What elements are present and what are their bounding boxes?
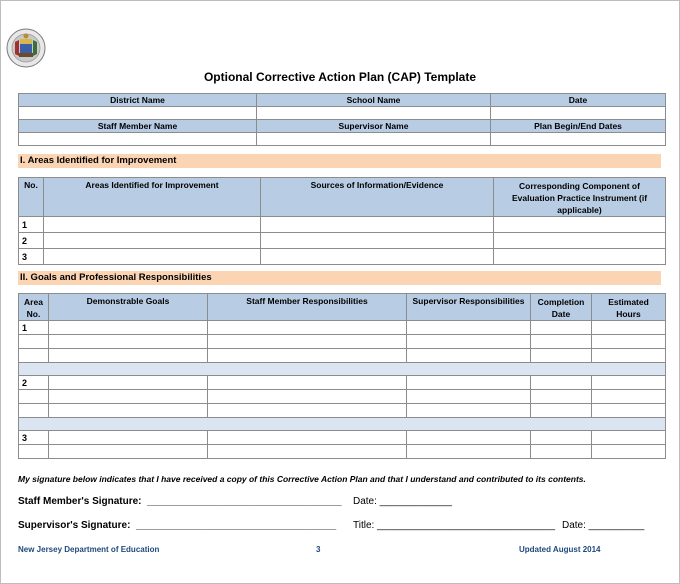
col-no-header: No. bbox=[19, 178, 44, 217]
col-sources-header: Sources of Information/Evidence bbox=[261, 178, 494, 217]
goal-field[interactable] bbox=[49, 390, 208, 404]
col-component-header: Corresponding Component of Evaluation Practice Instrument (if applicable) bbox=[494, 178, 666, 217]
col-supervisor-header: Supervisor Responsibilities bbox=[407, 294, 531, 321]
hours-field[interactable] bbox=[592, 321, 666, 335]
goal-field[interactable] bbox=[49, 321, 208, 335]
supervisor-resp-field[interactable] bbox=[407, 349, 531, 363]
staff-signature-line[interactable]: Staff Member's Signature: ___________________________________ bbox=[18, 496, 342, 507]
section2-heading: II. Goals and Professional Responsibilities bbox=[18, 271, 661, 285]
completion-field[interactable] bbox=[531, 349, 592, 363]
footer-right: Updated August 2014 bbox=[519, 545, 601, 554]
completion-field[interactable] bbox=[531, 431, 592, 445]
date-field[interactable] bbox=[491, 107, 666, 120]
footer-page-number: 3 bbox=[316, 545, 321, 554]
staff-date-line[interactable] bbox=[353, 496, 452, 507]
school-name-header: School Name bbox=[257, 94, 491, 107]
staff-resp-field[interactable] bbox=[208, 376, 407, 390]
supervisor-date-line[interactable] bbox=[562, 520, 644, 531]
hours-field[interactable] bbox=[592, 431, 666, 445]
supervisor-resp-field[interactable] bbox=[407, 321, 531, 335]
staff-member-name-field[interactable] bbox=[19, 133, 257, 146]
hours-field[interactable] bbox=[592, 349, 666, 363]
staff-member-name-header: Staff Member Name bbox=[19, 120, 257, 133]
area-row-number: 3 bbox=[19, 249, 44, 265]
component-field[interactable] bbox=[494, 217, 666, 233]
goal-area-number: 1 bbox=[19, 321, 49, 335]
supervisor-resp-field[interactable] bbox=[407, 404, 531, 418]
hours-field[interactable] bbox=[592, 404, 666, 418]
col-area-header: Area No. bbox=[19, 294, 49, 321]
area-field[interactable] bbox=[44, 249, 261, 265]
area-row-number: 1 bbox=[19, 217, 44, 233]
supervisor-resp-field[interactable] bbox=[407, 376, 531, 390]
area-row-number: 2 bbox=[19, 233, 44, 249]
sources-field[interactable] bbox=[261, 233, 494, 249]
area-field[interactable] bbox=[44, 217, 261, 233]
goal-field[interactable] bbox=[49, 376, 208, 390]
completion-field[interactable] bbox=[531, 321, 592, 335]
info-table bbox=[18, 93, 666, 146]
component-field[interactable] bbox=[494, 233, 666, 249]
supervisor-resp-field[interactable] bbox=[407, 431, 531, 445]
completion-field[interactable] bbox=[531, 445, 592, 459]
supervisor-title-label: Title: ________________________________ bbox=[353, 520, 556, 531]
staff-date-label: Date: _____________ bbox=[353, 496, 452, 507]
hours-field[interactable] bbox=[592, 445, 666, 459]
component-field[interactable] bbox=[494, 249, 666, 265]
col-staff-header: Staff Member Responsibilities bbox=[208, 294, 407, 321]
staff-resp-field[interactable] bbox=[208, 349, 407, 363]
goal-field[interactable] bbox=[49, 445, 208, 459]
supervisor-name-header: Supervisor Name bbox=[257, 120, 491, 133]
staff-resp-field[interactable] bbox=[208, 335, 407, 349]
supervisor-resp-field[interactable] bbox=[407, 445, 531, 459]
goal-field[interactable] bbox=[49, 335, 208, 349]
area-field[interactable] bbox=[44, 233, 261, 249]
section1-heading: I. Areas Identified for Improvement bbox=[18, 154, 661, 168]
supervisor-title-line[interactable] bbox=[353, 520, 555, 531]
plan-dates-field[interactable] bbox=[491, 133, 666, 146]
hours-field[interactable] bbox=[592, 390, 666, 404]
goal-area-number: 3 bbox=[19, 431, 49, 445]
hours-field[interactable] bbox=[592, 335, 666, 349]
group-separator bbox=[19, 363, 666, 376]
signature-note: My signature below indicates that I have received a copy of this Corrective Action Plan and that I understand and contributed to its contents. bbox=[18, 474, 586, 484]
date-header: Date bbox=[491, 94, 666, 107]
supervisor-resp-field[interactable] bbox=[407, 390, 531, 404]
plan-dates-header: Plan Begin/End Dates bbox=[491, 120, 666, 133]
page-title: Optional Corrective Action Plan (CAP) Template bbox=[203, 70, 477, 84]
completion-field[interactable] bbox=[531, 335, 592, 349]
staff-resp-field[interactable] bbox=[208, 390, 407, 404]
state-seal-icon bbox=[6, 28, 46, 68]
goal-field[interactable] bbox=[49, 431, 208, 445]
goal-area-number: 2 bbox=[19, 376, 49, 390]
group-separator bbox=[19, 418, 666, 431]
completion-field[interactable] bbox=[531, 390, 592, 404]
staff-resp-field[interactable] bbox=[208, 321, 407, 335]
goal-field[interactable] bbox=[49, 404, 208, 418]
goals-table bbox=[18, 293, 666, 459]
areas-table bbox=[18, 177, 666, 265]
supervisor-signature-line[interactable]: Supervisor's Signature: ____________________________________ bbox=[18, 520, 337, 531]
hours-field[interactable] bbox=[592, 376, 666, 390]
goal-field[interactable] bbox=[49, 349, 208, 363]
sources-field[interactable] bbox=[261, 249, 494, 265]
completion-field[interactable] bbox=[531, 404, 592, 418]
supervisor-date-label: Date: __________ bbox=[562, 520, 645, 531]
col-goals-header: Demonstrable Goals bbox=[49, 294, 208, 321]
sources-field[interactable] bbox=[261, 217, 494, 233]
col-areas-header: Areas Identified for Improvement bbox=[44, 178, 261, 217]
col-hours-header: Estimated Hours bbox=[592, 294, 666, 321]
staff-resp-field[interactable] bbox=[208, 404, 407, 418]
supervisor-resp-field[interactable] bbox=[407, 335, 531, 349]
completion-field[interactable] bbox=[531, 376, 592, 390]
col-completion-header: Completion Date bbox=[531, 294, 592, 321]
footer-left: New Jersey Department of Education bbox=[18, 545, 160, 554]
school-name-field[interactable] bbox=[257, 107, 491, 120]
supervisor-name-field[interactable] bbox=[257, 133, 491, 146]
staff-resp-field[interactable] bbox=[208, 445, 407, 459]
district-name-field[interactable] bbox=[19, 107, 257, 120]
staff-resp-field[interactable] bbox=[208, 431, 407, 445]
district-name-header: District Name bbox=[19, 94, 257, 107]
